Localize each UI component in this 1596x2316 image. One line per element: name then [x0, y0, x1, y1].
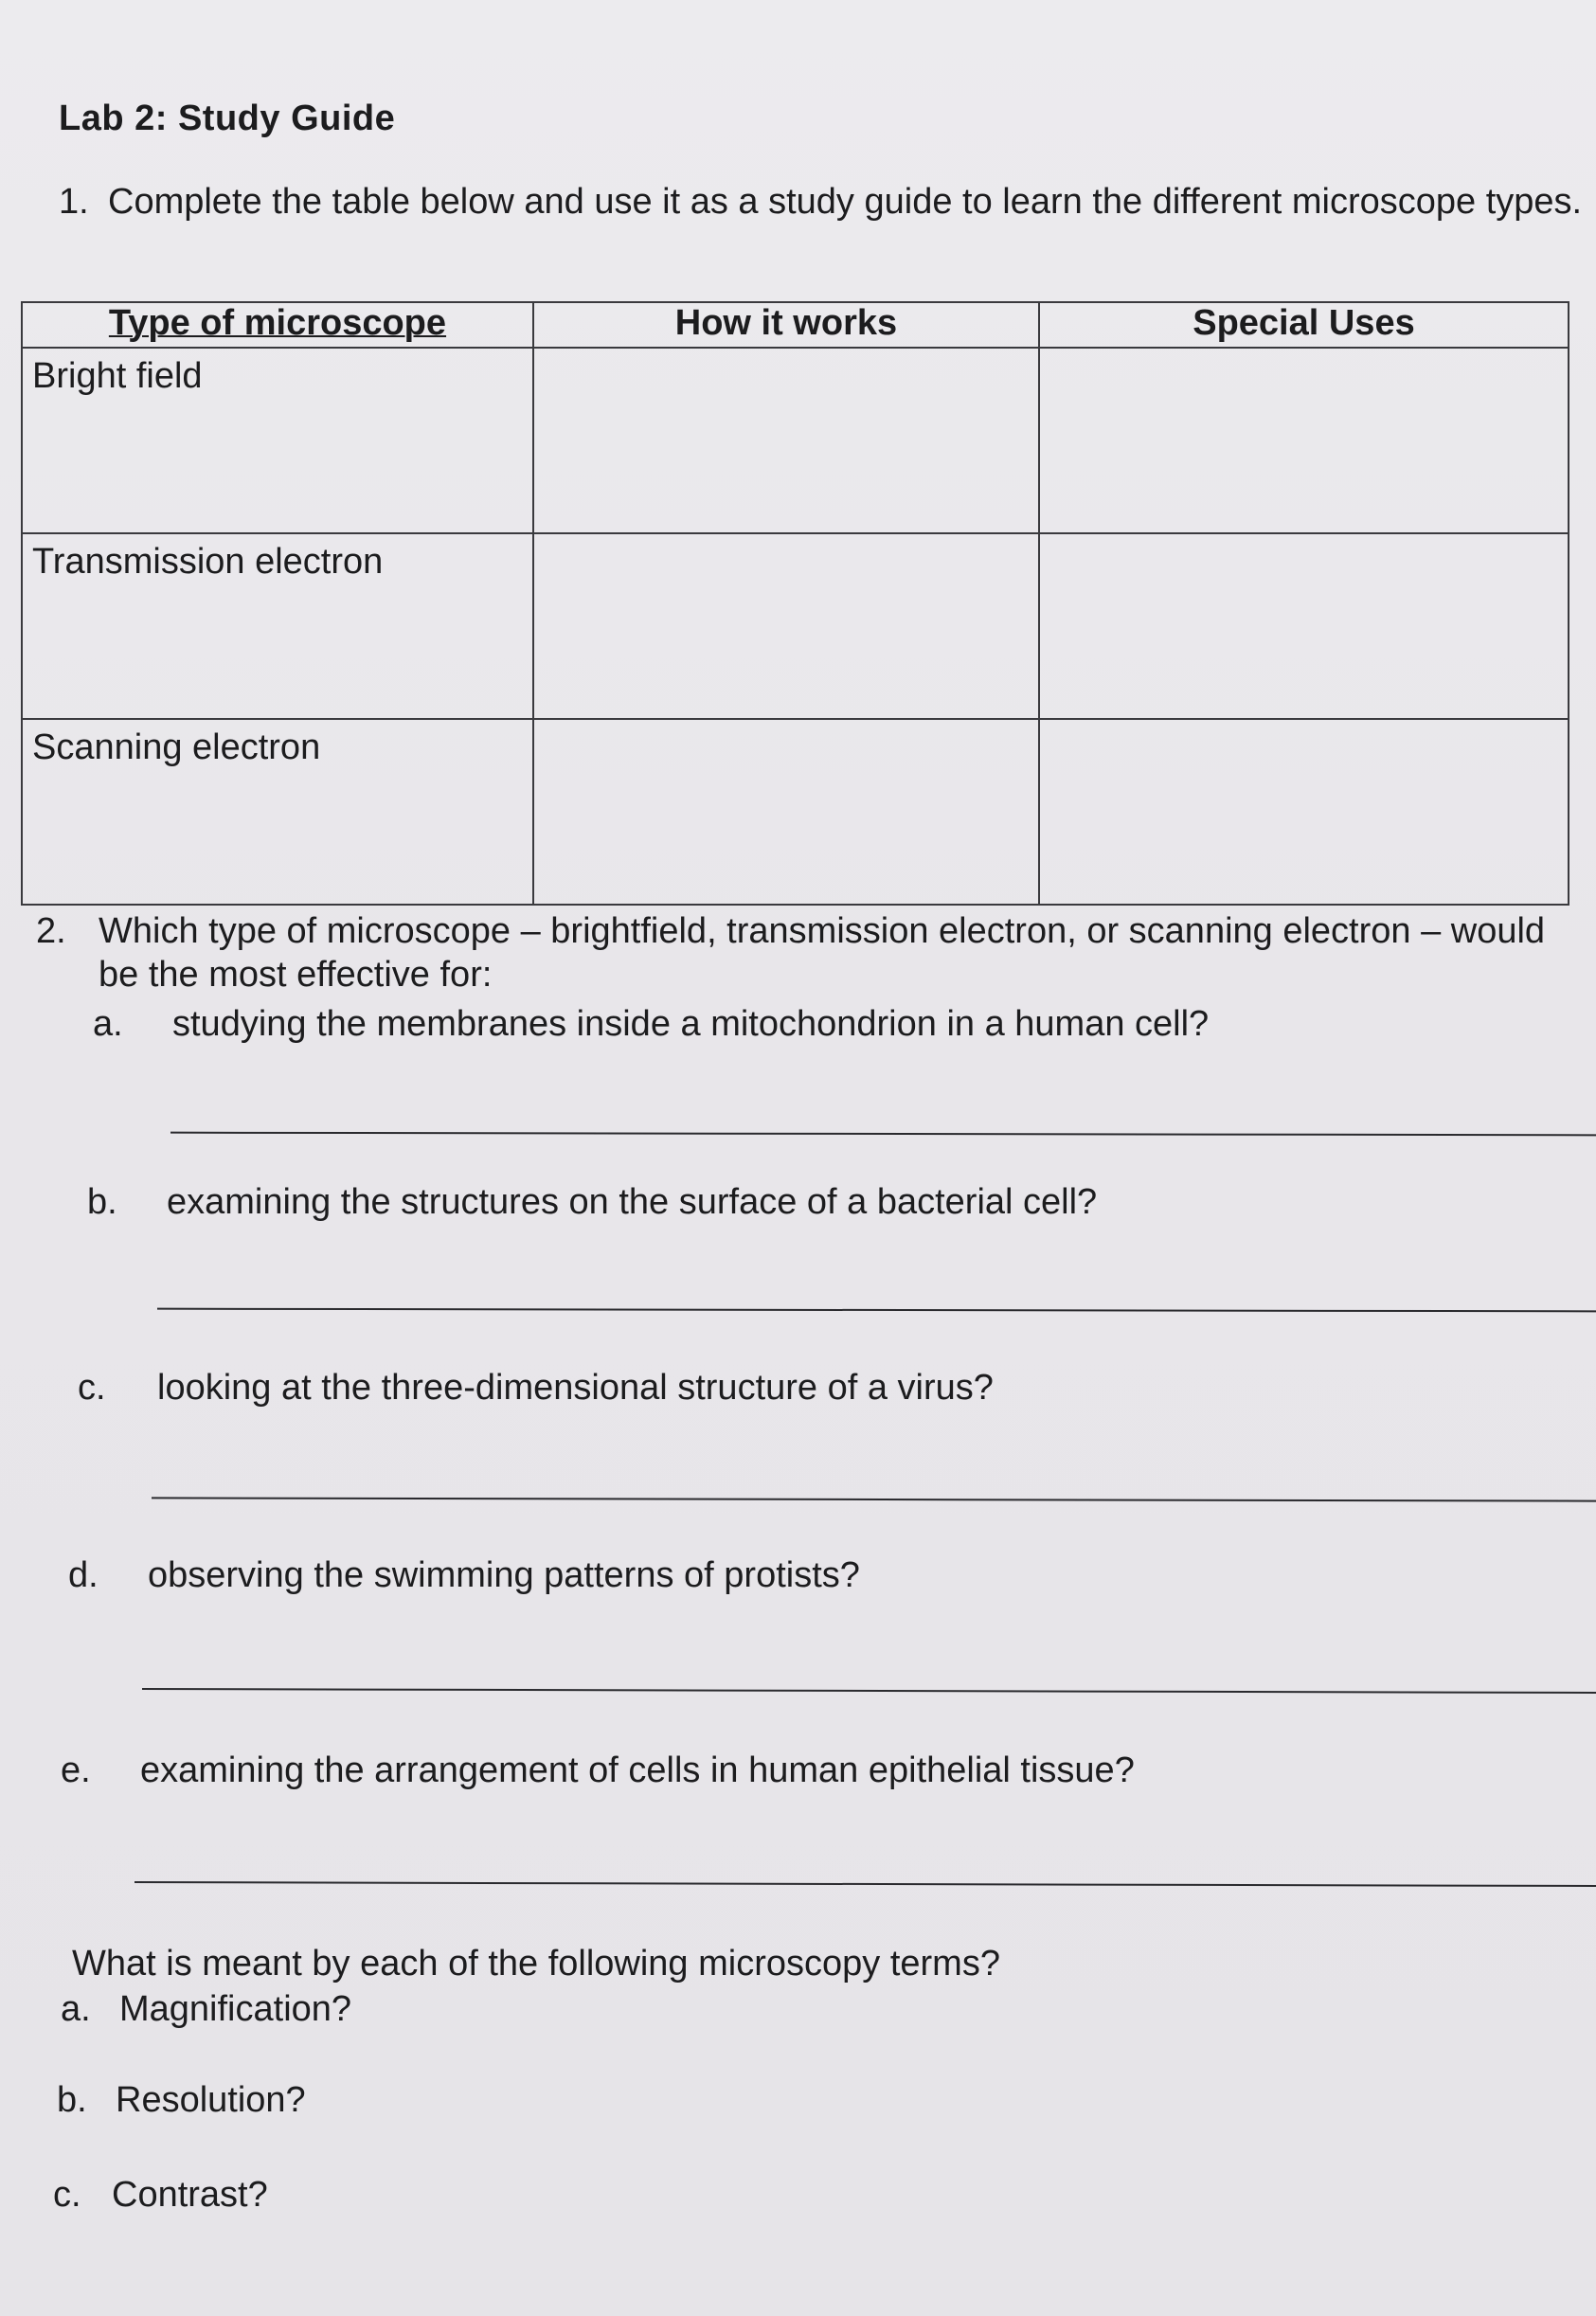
question-2d-label: d. [68, 1555, 99, 1595]
table-row [22, 533, 1569, 719]
question-2c-label: c. [78, 1368, 106, 1408]
question-3c-text: Contrast? [112, 2175, 268, 2215]
answer-line-2c[interactable] [152, 1497, 1596, 1501]
answer-line-2d[interactable] [142, 1688, 1596, 1694]
header-type: Type of microscope [22, 302, 533, 348]
question-3b-label: b. [57, 2080, 87, 2120]
question-2-number: 2. [36, 911, 66, 951]
question-2b-label: b. [87, 1182, 117, 1222]
cell-type: Transmission electron [22, 533, 533, 719]
question-2e-text: examining the arrangement of cells in human epithelial tissue? [140, 1750, 1135, 1790]
cell-how-it-works[interactable] [533, 348, 1039, 533]
question-3a-label: a. [61, 1989, 91, 2029]
question-2-text: Which type of microscope – brightfield, transmission electron, or scanning electron – would be the most effective for: [99, 911, 1546, 995]
question-3-text: What is meant by each of the following microscopy terms? [72, 1944, 1000, 1984]
cell-type: Scanning electron [22, 719, 533, 905]
table-row [22, 348, 1569, 533]
question-1-number: 1. [59, 182, 89, 222]
cell-type: Bright field [22, 348, 533, 533]
table-row [22, 719, 1569, 905]
question-2b-text: examining the structures on the surface of a bacterial cell? [167, 1182, 1098, 1222]
cell-special-uses[interactable] [1039, 533, 1569, 719]
cell-special-uses[interactable] [1039, 719, 1569, 905]
question-2a-label: a. [93, 1004, 123, 1044]
question-2e-label: e. [61, 1750, 91, 1790]
question-3b-text: Resolution? [116, 2080, 306, 2120]
page-title: Lab 2: Study Guide [59, 99, 396, 138]
table-header-row [22, 302, 1569, 348]
question-3a-text: Magnification? [119, 1989, 352, 2029]
answer-line-2b[interactable] [157, 1308, 1596, 1313]
answer-line-2e[interactable] [134, 1881, 1596, 1887]
question-3c-label: c. [53, 2175, 81, 2215]
cell-how-it-works[interactable] [533, 533, 1039, 719]
question-1-text: Complete the table below and use it as a study guide to learn the different microscope types. [108, 182, 1583, 222]
answer-line-2a[interactable] [170, 1132, 1596, 1137]
microscope-table [21, 301, 1569, 906]
question-2d-text: observing the swimming patterns of protists? [148, 1555, 860, 1595]
header-special-uses: Special Uses [1039, 302, 1569, 348]
question-2c-text: looking at the three-dimensional structure of a virus? [157, 1368, 994, 1408]
cell-how-it-works[interactable] [533, 719, 1039, 905]
header-how-it-works: How it works [533, 302, 1039, 348]
question-2a-text: studying the membranes inside a mitochondrion in a human cell? [172, 1004, 1210, 1044]
cell-special-uses[interactable] [1039, 348, 1569, 533]
